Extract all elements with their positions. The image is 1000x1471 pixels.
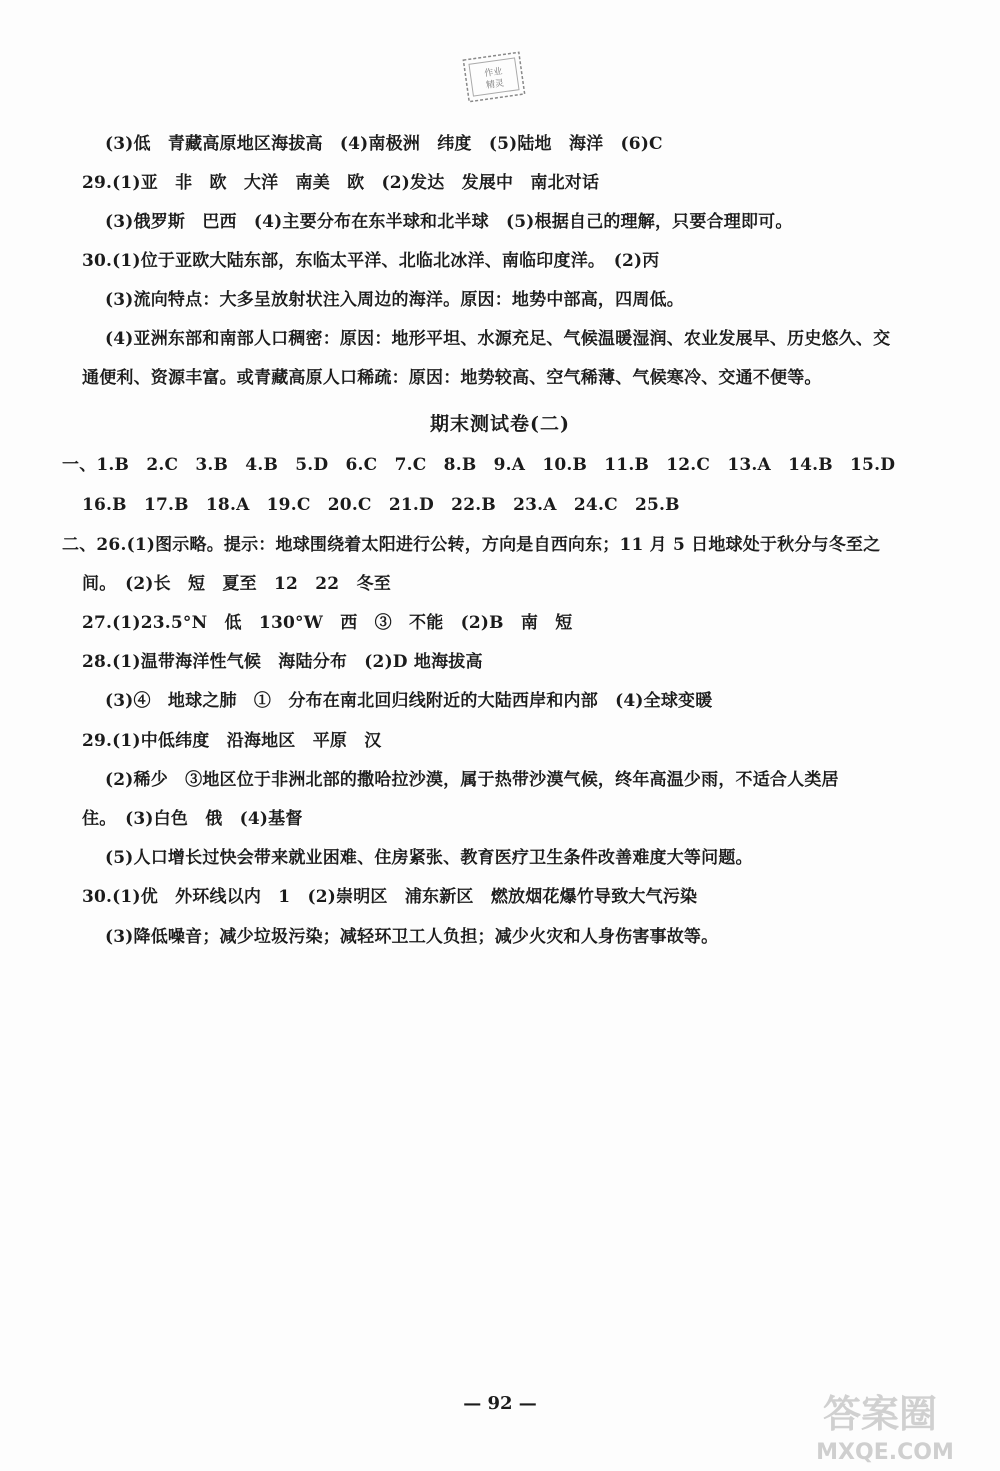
answer-line-1: (3)低 青藏高原地区海拔高 (4)南极洲 纬度 (5)陆地 海洋 (6)C xyxy=(105,134,663,154)
watermark-logo-icon xyxy=(780,1385,990,1465)
answer-line-13: 28.(1)温带海洋性气候 海陆分布 (2)D 地海拔高 xyxy=(82,652,483,672)
answer-line-20: (3)降低噪音；减少垃圾污染；减轻环卫工人负担；减少火灾和人身伤害事故等。 xyxy=(105,927,719,947)
section-title: 期末测试卷(二) xyxy=(430,413,570,435)
watermark-url: MXQE.COM xyxy=(816,1440,954,1465)
answer-line-14: (3)④ 地球之肺 ① 分布在南北回归线附近的大陆西岸和内部 (4)全球变暖 xyxy=(105,691,713,711)
answer-line-15: 29.(1)中低纬度 沿海地区 平原 汉 xyxy=(82,731,382,751)
answer-line-6: (4)亚洲东部和南部人口稠密：原因：地形平坦、水源充足、气候温暖湿润、农业发展早、历史悠久、交 xyxy=(105,329,891,349)
stamp-text-2: 精灵 xyxy=(485,78,505,92)
answer-line-2: 29.(1)亚 非 欧 大洋 南美 欧 (2)发达 发展中 南北对话 xyxy=(82,173,600,193)
answer-line-10: 二、26.(1)图示略。提示：地球围绕着太阳进行公转，方向是自西向东；11 月 5 日地球处于秋分与冬至之 xyxy=(62,535,881,555)
answer-line-11: 间。 (2)长 短 夏至 12 22 冬至 xyxy=(82,574,391,594)
page-number: — 92 — xyxy=(463,1393,537,1414)
answer-line-8: 一、1.B 2.C 3.B 4.B 5.D 6.C 7.C 8.B 9.A 10.B 11.B 12.C 13.A 14.B 15.D xyxy=(62,455,896,475)
stamp-text-1: 作业 xyxy=(483,66,504,80)
watermark-brand: 答案圈 xyxy=(822,1392,938,1436)
answer-line-3: (3)俄罗斯 巴西 (4)主要分布在东半球和北半球 (5)根据自己的理解，只要合理即可。 xyxy=(105,212,793,232)
answer-line-4: 30.(1)位于亚欧大陆东部，东临太平洋、北临北冰洋、南临印度洋。 (2)丙 xyxy=(82,251,660,271)
answer-line-19: 30.(1)优 外环线以内 1 (2)崇明区 浦东新区 燃放烟花爆竹导致大气污染 xyxy=(82,887,698,907)
stamp-icon xyxy=(458,48,530,106)
answer-line-17: 住。 (3)白色 俄 (4)基督 xyxy=(82,809,303,829)
answer-line-12: 27.(1)23.5°N 低 130°W 西 ③ 不能 (2)B 南 短 xyxy=(82,613,573,633)
answer-line-5: (3)流向特点：大多呈放射状注入周边的海洋。原因：地势中部高，四周低。 xyxy=(105,290,684,310)
answer-line-18: (5)人口增长过快会带来就业困难、住房紧张、教育医疗卫生条件改善难度大等问题。 xyxy=(105,848,753,868)
answer-line-9: 16.B 17.B 18.A 19.C 20.C 21.D 22.B 23.A 24.C 25.B xyxy=(82,495,680,515)
answer-line-7: 通便利、资源丰富。或青藏高原人口稀疏：原因：地势较高、空气稀薄、气候寒冷、交通不便等。 xyxy=(82,368,822,388)
answer-line-16: (2)稀少 ③地区位于非洲北部的撒哈拉沙漠，属于热带沙漠气候，终年高温少雨，不适合人类居 xyxy=(105,770,839,790)
